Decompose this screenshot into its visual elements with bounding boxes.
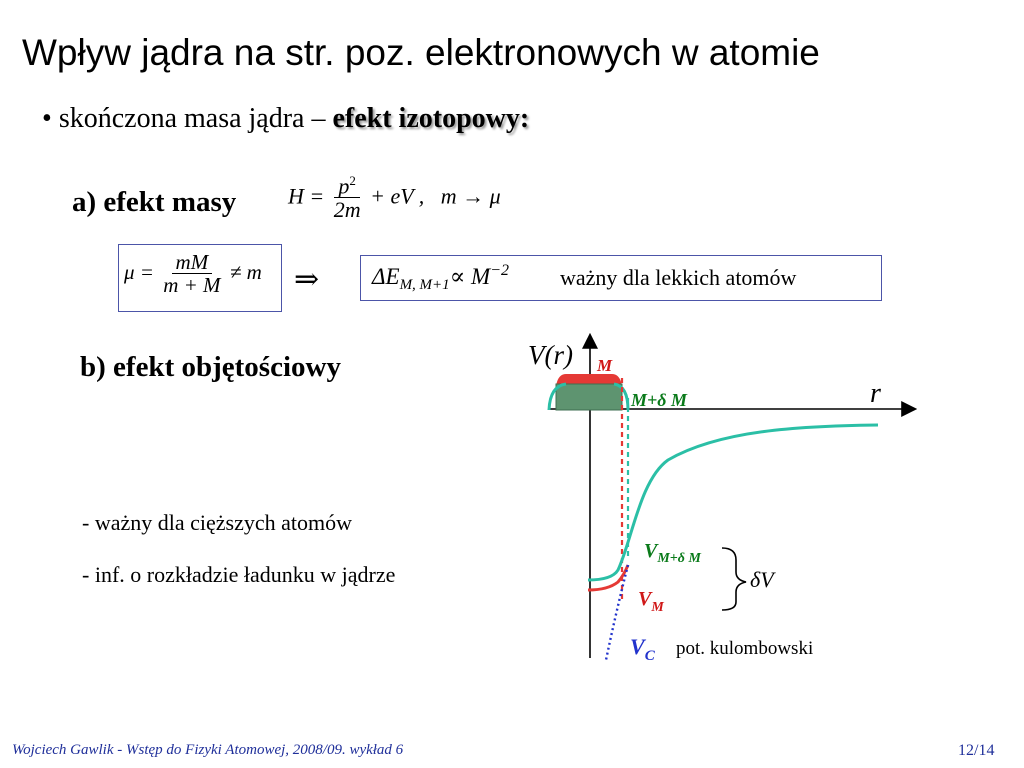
hamiltonian-rest: + eV ,: [370, 183, 425, 209]
bullet-text: skończona masa jądra –: [58, 103, 333, 134]
slide-title: Wpływ jądra na str. poz. elektronowych w atomie: [22, 32, 820, 73]
hamiltonian-denominator: 2m: [333, 197, 361, 223]
reduced-mass-numerator: mM: [175, 250, 209, 274]
hamiltonian-numerator-exp: 2: [349, 173, 356, 188]
shift-proportional: ∝ M: [449, 264, 491, 289]
mass-rule: m → μ: [440, 183, 501, 209]
reduced-mass-lhs: μ =: [124, 259, 154, 284]
delta-v-label: δV: [750, 567, 774, 592]
volume-note-heavy: - ważny dla cięższych atomów: [82, 510, 352, 535]
page-number: 12/14: [958, 742, 995, 759]
nucleus-light-box: [556, 384, 622, 410]
label-M-plus-dM: M+δ M: [631, 390, 687, 410]
shift-exponent: −2: [490, 262, 509, 279]
y-axis-label: V(r): [528, 340, 573, 370]
volume-effect-heading: b) efekt objętościowy: [80, 351, 341, 383]
label-V-M-dM: $V_{M+\delta M}$: [644, 540, 701, 566]
label-V-C: $V_C$: [630, 634, 655, 664]
reduced-mass-rest: ≠ m: [229, 259, 262, 284]
potential-light-curve: [588, 425, 878, 580]
volume-note-charge: - inf. o rozkładzie ładunku w jądrze: [82, 562, 396, 587]
shift-subscript: M, M+1: [399, 277, 450, 293]
mass-effect-heading: a) efekt masy: [72, 186, 237, 218]
delta-v-brace: [722, 548, 746, 610]
x-axis-label: r: [870, 378, 881, 409]
bullet-emphasis: efekt izotopowy: [332, 103, 520, 134]
light-atoms-note: ważny dla lekkich atomów: [560, 265, 797, 290]
bullet-mark: •: [42, 103, 52, 134]
coulomb-label: pot. kulombowski: [676, 638, 814, 659]
coulomb-potential-curve: [606, 565, 628, 660]
hamiltonian-numerator: p: [338, 173, 350, 199]
bullet-colon: :: [519, 103, 530, 134]
implies-arrow: ⇒: [294, 263, 320, 296]
reduced-mass-denominator: m + M: [163, 273, 221, 298]
shift-delta: ΔE: [372, 264, 400, 289]
label-M: M: [597, 356, 613, 375]
label-V-M: $V_M$: [638, 588, 664, 615]
footer-author: Wojciech Gawlik - Wstęp do Fizyki Atomowej, 2008/09. wykład 6: [12, 742, 404, 758]
hamiltonian-lhs: H =: [288, 183, 325, 209]
